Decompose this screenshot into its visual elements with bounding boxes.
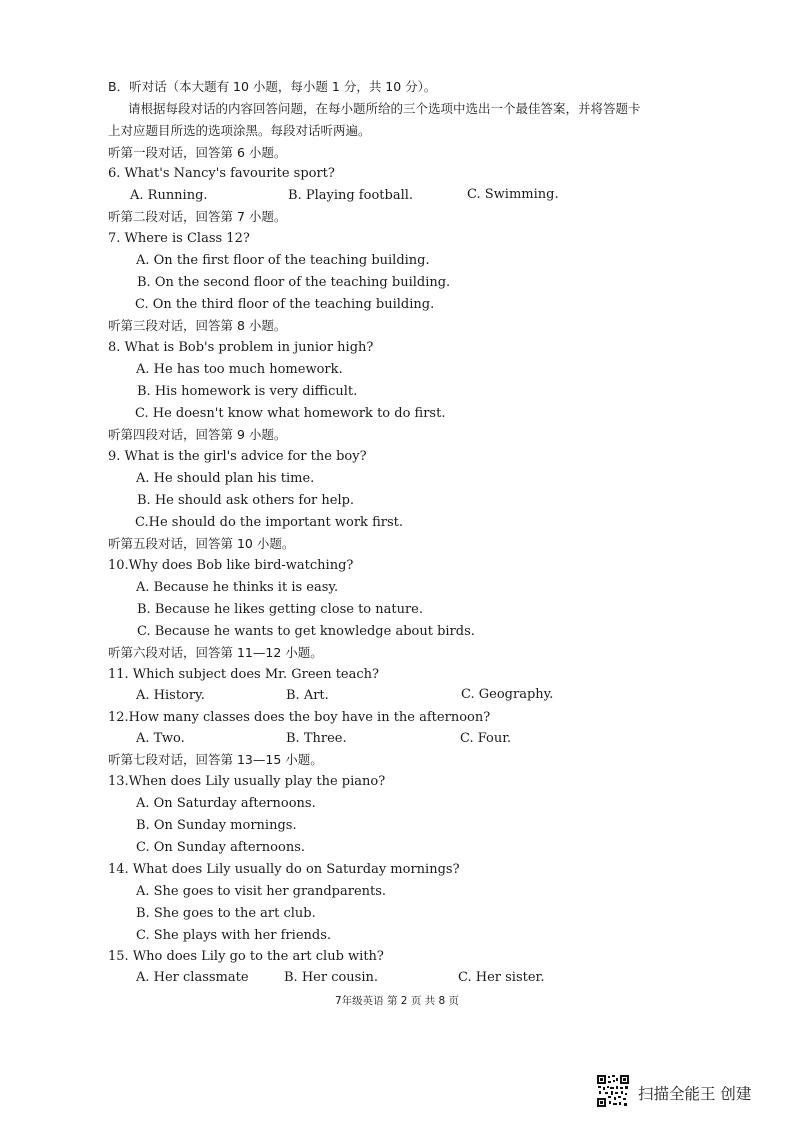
question-11-option-a: A. History.	[136, 688, 205, 703]
question-9-option-a: A. He should plan his time.	[136, 471, 315, 486]
question-13-option-c: C. On Sunday afternoons.	[136, 840, 306, 855]
question-11-option-b: B. Art.	[286, 688, 329, 703]
question-6-option-b: B. Playing football.	[288, 188, 414, 203]
question-14-option-b: B. She goes to the art club.	[136, 906, 316, 921]
question-9-stem: 9. What is the girl's advice for the boy?	[108, 449, 367, 464]
question-8-stem: 8. What is Bob's problem in junior high?	[108, 340, 374, 355]
question-13-option-b: B. On Sunday mornings.	[136, 818, 297, 833]
question-7-option-a: A. On the first floor of the teaching building.	[136, 253, 430, 268]
question-15-option-b: B. Her cousin.	[284, 970, 379, 985]
prompt-dialogue-1: 听第一段对话，回答第 6 小题。	[108, 145, 287, 160]
question-8-option-b: B. His homework is very difficult.	[137, 384, 358, 399]
prompt-dialogue-7: 听第七段对话，回答第 13—15 小题。	[108, 752, 323, 767]
question-14-stem: 14. What does Lily usually do on Saturday mornings?	[108, 862, 460, 877]
question-12-option-a: A. Two.	[136, 731, 185, 746]
question-13-stem: 13.When does Lily usually play the piano?	[108, 774, 386, 789]
prompt-dialogue-5: 听第五段对话，回答第 10 小题。	[108, 536, 295, 551]
question-13-option-a: A. On Saturday afternoons.	[136, 796, 316, 811]
question-11-stem: 11. Which subject does Mr. Green teach?	[108, 667, 380, 682]
question-14-option-c: C. She plays with her friends.	[136, 928, 332, 943]
scanner-brand-text: 扫描全能王 创建	[638, 1085, 752, 1103]
question-9-option-b: B. He should ask others for help.	[137, 493, 355, 508]
question-15-stem: 15. Who does Lily go to the art club with?	[108, 949, 384, 964]
page-footer: 7年级英语 第 2 页 共 8 页	[334, 995, 460, 1007]
qr-code-icon	[596, 1074, 630, 1108]
question-8-option-a: A. He has too much homework.	[136, 362, 343, 377]
question-10-option-a: A. Because he thinks it is easy.	[136, 580, 339, 595]
question-6-option-c: C. Swimming.	[467, 187, 559, 202]
question-12-stem: 12.How many classes does the boy have in the afternoon?	[108, 710, 491, 725]
question-7-option-c: C. On the third floor of the teaching building.	[135, 297, 435, 312]
question-12-option-b: B. Three.	[286, 731, 347, 746]
prompt-dialogue-2: 听第二段对话，回答第 7 小题。	[108, 209, 287, 224]
question-14-option-a: A. She goes to visit her grandparents.	[136, 884, 387, 899]
question-9-option-c: C.He should do the important work first.	[135, 515, 403, 530]
question-7-stem: 7. Where is Class 12?	[108, 231, 250, 246]
question-7-option-b: B. On the second floor of the teaching building.	[137, 275, 451, 290]
section-instruction-2: 上对应题目所选的选项涂黑。每段对话听两遍。	[108, 123, 371, 138]
prompt-dialogue-4: 听第四段对话，回答第 9 小题。	[108, 427, 287, 442]
section-heading: B．听对话（本大题有 10 小题，每小题 1 分，共 10 分）。	[108, 79, 437, 94]
question-10-option-c: C. Because he wants to get knowledge about birds.	[137, 624, 475, 639]
question-8-option-c: C. He doesn't know what homework to do first.	[135, 406, 446, 421]
question-11-option-c: C. Geography.	[461, 687, 554, 702]
section-instruction-1: 请根据每段对话的内容回答问题，在每小题所给的三个选项中选出一个最佳答案，并将答题卡	[128, 101, 641, 116]
question-6-stem: 6. What's Nancy's favourite sport?	[108, 166, 335, 181]
prompt-dialogue-6: 听第六段对话，回答第 11—12 小题。	[108, 645, 323, 660]
question-10-stem: 10.Why does Bob like bird-watching?	[108, 558, 354, 573]
question-15-option-c: C. Her sister.	[458, 970, 545, 985]
prompt-dialogue-3: 听第三段对话，回答第 8 小题。	[108, 318, 287, 333]
question-10-option-b: B. Because he likes getting close to nature.	[137, 602, 424, 617]
question-6-option-a: A. Running.	[130, 188, 208, 203]
question-15-option-a: A. Her classmate	[136, 970, 249, 985]
question-12-option-c: C. Four.	[460, 731, 512, 746]
